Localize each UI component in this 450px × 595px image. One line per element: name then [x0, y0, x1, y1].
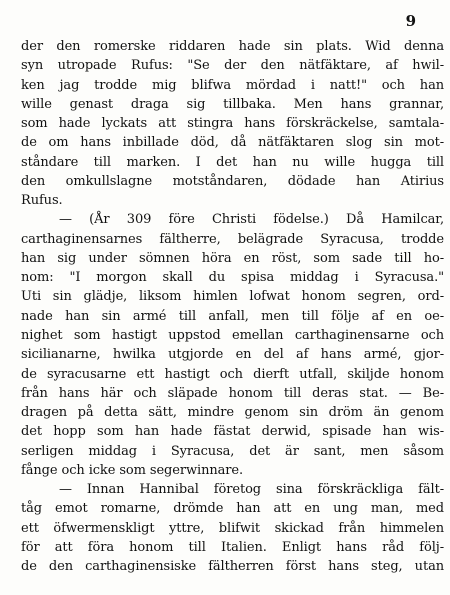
text-line: som hade lyckats att stingra hans förskräckelse, samtala-: [21, 116, 444, 132]
paragraph-start-line: — (År 309 före Christi födelse.) Då Hamilcar,: [59, 212, 444, 228]
text-line: nighet som hastigt uppstod emellan carthaginensarne och: [21, 327, 444, 343]
text-line: ståndare till marken. I det han nu wille hugga till: [21, 154, 444, 170]
text-line: nade han sin armé till anfall, men till följe af en oe-: [21, 308, 444, 324]
text-line: ken jag trodde mig blifwa mördad i natt!" och han: [21, 77, 444, 93]
text-line: wille genast draga sig tillbaka. Men hans grannar,: [21, 96, 444, 112]
text-line: från hans här och släpade honom till deras stat. — Be-: [21, 385, 444, 401]
text-line: syn utropade Rufus: "Se der den nätfäktare, af hwil-: [21, 58, 444, 74]
text-line: serligen middag i Syracusa, det är sant, men såsom: [21, 443, 444, 459]
text-line: nom: "I morgon skall du spisa middag i Syracusa.": [21, 270, 444, 286]
text-line: det hopp som han hade fästat derwid, spisade han wis-: [21, 424, 444, 440]
text-line: Uti sin glädje, liksom himlen lofwat honom segren, ord-: [21, 289, 444, 305]
text-line: fånge och icke som segerwinnare.: [21, 462, 244, 478]
text-line: tåg emot romarne, drömde han att en ung man, med: [21, 501, 444, 517]
text-line: de den carthaginensiske fältherren först hans steg, utan: [21, 559, 444, 575]
text-line: sicilianarne, hwilka utgjorde en del af hans armé, gjor-: [21, 347, 444, 363]
text-line: de om hans inbillade död, då nätfäktaren slog sin mot-: [21, 135, 444, 151]
text-line: Rufus.: [21, 193, 63, 209]
paragraph-start-line: — Innan Hannibal företog sina förskräckliga fält-: [59, 482, 444, 498]
text-line: för att föra honom till Italien. Enligt hans råd följ-: [21, 539, 444, 555]
text-line: dragen på detta sätt, mindre genom sin dröm än genom: [21, 405, 444, 421]
text-line: der den romerske riddaren hade sin plats. Wid denna: [21, 39, 444, 54]
text-line: han sig under sömnen höra en röst, som sade till ho-: [21, 250, 444, 266]
text-line: carthaginensarnes fältherre, belägrade Syracusa, trodde: [21, 231, 444, 247]
text-line: den omkullslagne motståndaren, dödade han Atirius: [21, 173, 444, 189]
body-text: [21, 37, 444, 576]
text-line: ett öfwermenskligt yttre, blifwit skickad från himmelen: [21, 520, 444, 536]
text-line: de syracusarne ett hastigt och dierft utfall, skiljde honom: [21, 366, 444, 382]
page-number: 9: [405, 12, 416, 30]
